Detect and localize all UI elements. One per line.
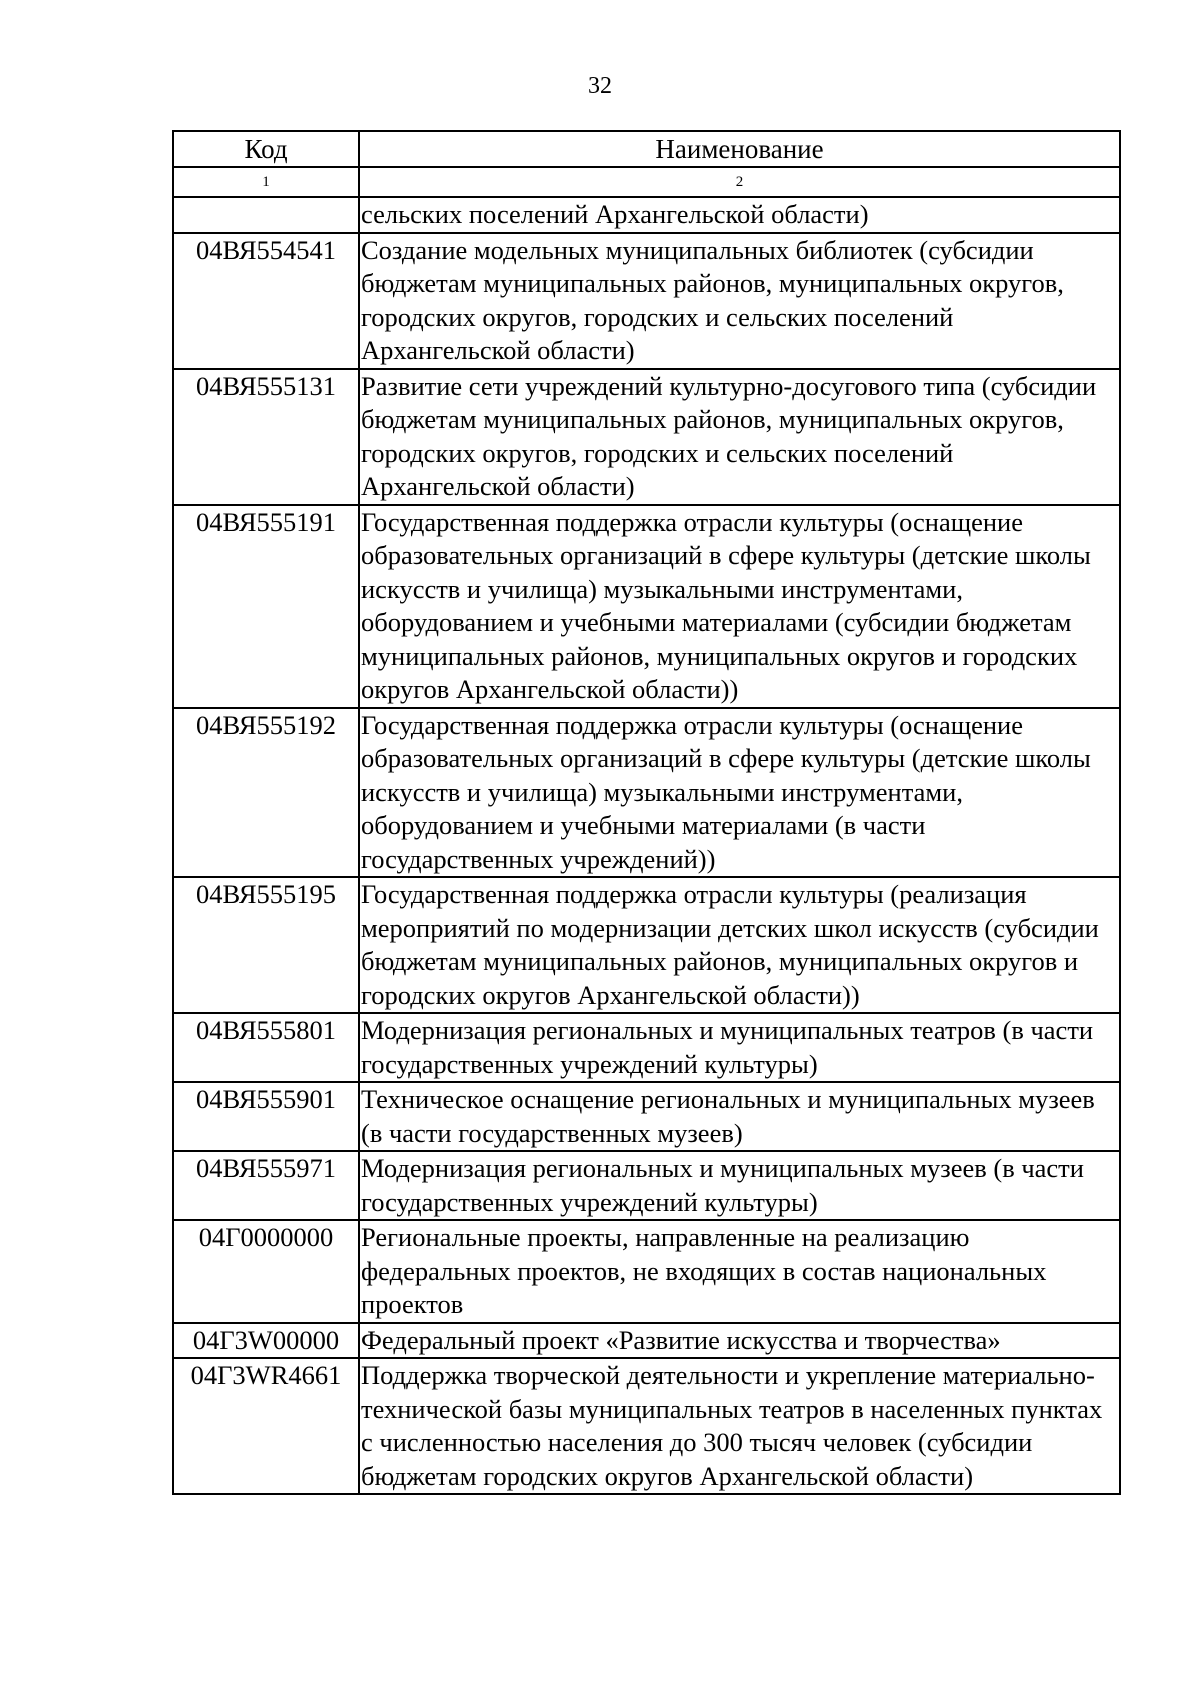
row-name: Модернизация региональных и муниципальных театров (в части государственных учреждений культуры) bbox=[359, 1013, 1120, 1082]
row-name: Развитие сети учреждений культурно-досугового типа (субсидии бюджетам муниципальных районов, муниципальных округов, городских округов, городских и сельских поселений Архангельской области) bbox=[359, 369, 1120, 505]
table-row bbox=[173, 1151, 1120, 1220]
column-number-code: 1 bbox=[173, 167, 359, 197]
table-row bbox=[173, 1082, 1120, 1151]
column-number-row bbox=[173, 167, 1120, 197]
row-code: 04ВЯ555191 bbox=[173, 505, 359, 708]
row-name: Государственная поддержка отрасли культуры (оснащение образовательных организаций в сфере культуры (детские школы искусств и училища) музыкальными инструментами, оборудованием и учебными материалами (субсидии бюджетам муниципальных районов, муниципальных округов и городских округов Архангельской области)) bbox=[359, 505, 1120, 708]
budget-code-table bbox=[172, 130, 1121, 1495]
row-code: 04ВЯ555131 bbox=[173, 369, 359, 505]
table-row bbox=[173, 708, 1120, 878]
row-code: 04Г3W00000 bbox=[173, 1323, 359, 1359]
table-row bbox=[173, 197, 1120, 233]
row-code: 04ВЯ555971 bbox=[173, 1151, 359, 1220]
row-code: 04ВЯ555901 bbox=[173, 1082, 359, 1151]
row-code: 04ВЯ555801 bbox=[173, 1013, 359, 1082]
column-number-name: 2 bbox=[359, 167, 1120, 197]
table-row bbox=[173, 1013, 1120, 1082]
header-name: Наименование bbox=[359, 131, 1120, 167]
row-code: 04ВЯ555192 bbox=[173, 708, 359, 878]
table-row bbox=[173, 505, 1120, 708]
table-row bbox=[173, 877, 1120, 1013]
table-row bbox=[173, 233, 1120, 369]
row-name: Федеральный проект «Развитие искусства и творчества» bbox=[359, 1323, 1120, 1359]
table-row bbox=[173, 1358, 1120, 1494]
page-number: 32 bbox=[588, 73, 612, 99]
row-name: Поддержка творческой деятельности и укрепление материально-технической базы муниципальных театров в населенных пунктах с численностью населения до 300 тысяч человек (субсидии бюджетам городских округов Архангельской области) bbox=[359, 1358, 1120, 1494]
row-code: 04ВЯ554541 bbox=[173, 233, 359, 369]
header-code: Код bbox=[173, 131, 359, 167]
row-code bbox=[173, 197, 359, 233]
row-code: 04Г3WR4661 bbox=[173, 1358, 359, 1494]
row-code: 04Г0000000 bbox=[173, 1220, 359, 1323]
row-name: сельских поселений Архангельской области) bbox=[359, 197, 1120, 233]
table-row bbox=[173, 369, 1120, 505]
row-name: Региональные проекты, направленные на реализацию федеральных проектов, не входящих в состав национальных проектов bbox=[359, 1220, 1120, 1323]
row-name: Техническое оснащение региональных и муниципальных музеев (в части государственных музеев) bbox=[359, 1082, 1120, 1151]
row-name: Государственная поддержка отрасли культуры (реализация мероприятий по модернизации детских школ искусств (субсидии бюджетам муниципальных районов, муниципальных округов и городских округов Архангельской области)) bbox=[359, 877, 1120, 1013]
row-code: 04ВЯ555195 bbox=[173, 877, 359, 1013]
row-name: Создание модельных муниципальных библиотек (субсидии бюджетам муниципальных районов, муниципальных округов, городских округов, городских и сельских поселений Архангельской области) bbox=[359, 233, 1120, 369]
table-row bbox=[173, 1220, 1120, 1323]
row-name: Государственная поддержка отрасли культуры (оснащение образовательных организаций в сфере культуры (детские школы искусств и училища) музыкальными инструментами, оборудованием и учебными материалами (в части государственных учреждений)) bbox=[359, 708, 1120, 878]
table-row bbox=[173, 1323, 1120, 1359]
row-name: Модернизация региональных и муниципальных музеев (в части государственных учреждений культуры) bbox=[359, 1151, 1120, 1220]
table-header-row bbox=[173, 131, 1120, 167]
